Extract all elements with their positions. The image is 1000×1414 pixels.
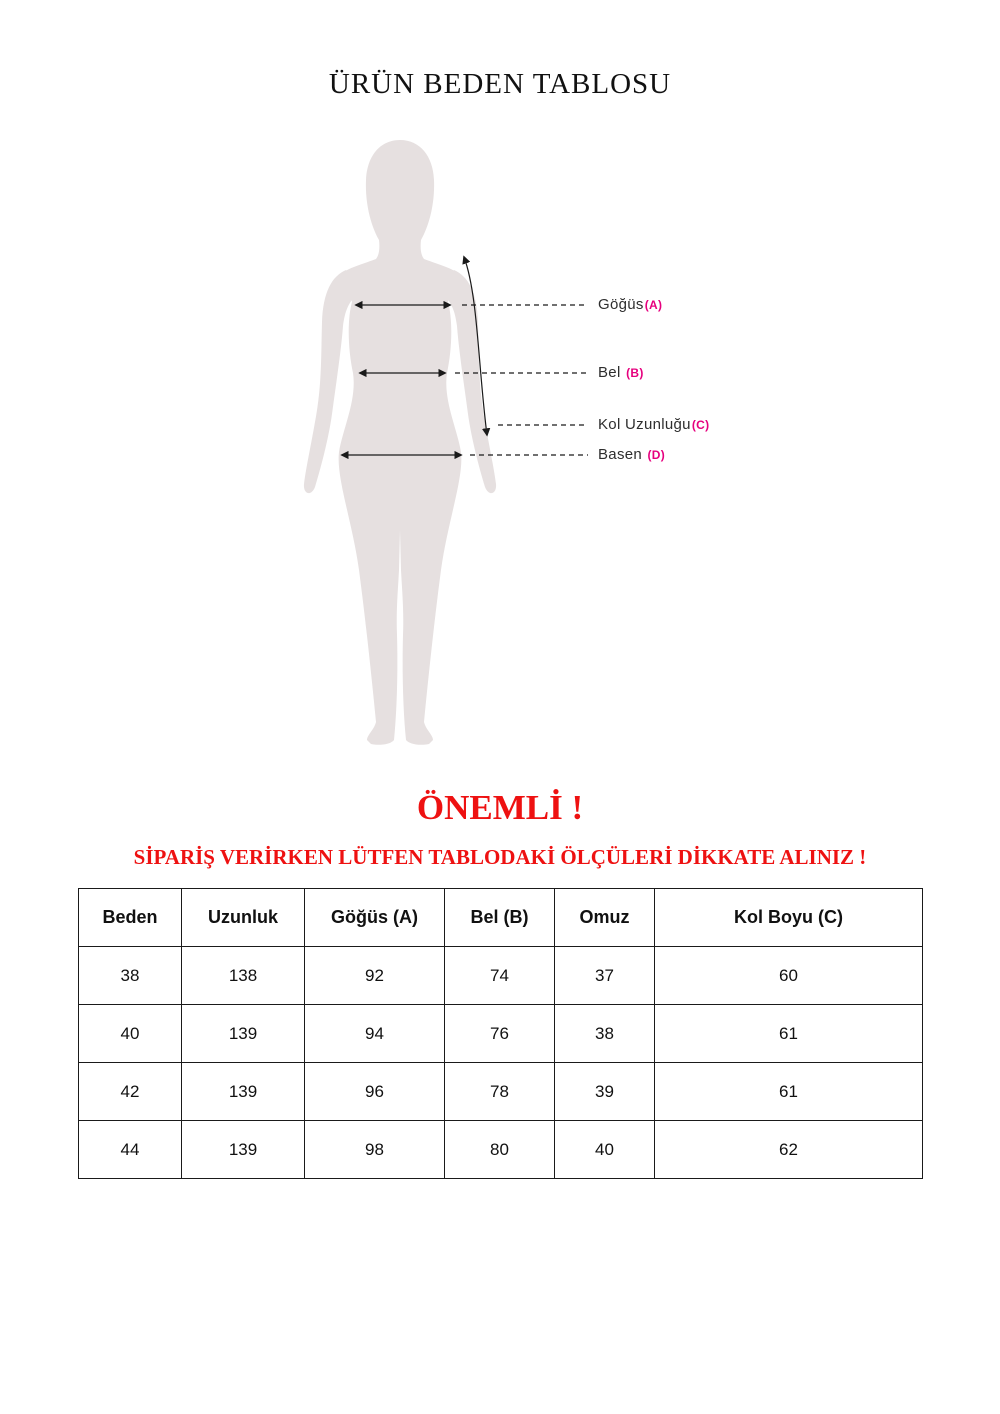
header-bel: Bel (B)	[445, 889, 555, 947]
table-row	[79, 1063, 923, 1121]
table-cell: 80	[445, 1121, 555, 1179]
table-cell: 78	[445, 1063, 555, 1121]
table-cell: 96	[305, 1063, 445, 1121]
table-cell: 138	[182, 947, 305, 1005]
waist-label	[598, 364, 644, 381]
chest-label	[598, 296, 662, 313]
hip-label-text: Basen	[598, 446, 643, 463]
body-silhouette-icon	[338, 140, 462, 745]
table-row	[79, 947, 923, 1005]
table-cell: 94	[305, 1005, 445, 1063]
header-beden: Beden	[79, 889, 182, 947]
table-row	[79, 1005, 923, 1063]
table-cell: 38	[79, 947, 182, 1005]
chest-label-code: (A)	[644, 298, 663, 312]
table-cell: 139	[182, 1005, 305, 1063]
header-uzunluk: Uzunluk	[182, 889, 305, 947]
important-subheading: SİPARİŞ VERİRKEN LÜTFEN TABLODAKİ ÖLÇÜLERİ DİKKATE ALINIZ !	[133, 845, 867, 869]
table-row	[79, 1121, 923, 1179]
header-omuz: Omuz	[555, 889, 655, 947]
chest-label-text: Göğüs	[598, 296, 644, 313]
table-cell: 61	[655, 1063, 923, 1121]
table-cell: 139	[182, 1121, 305, 1179]
waist-label-code: (B)	[626, 366, 644, 380]
important-heading: ÖNEMLİ !	[416, 788, 584, 827]
table-cell: 40	[79, 1005, 182, 1063]
table-cell: 62	[655, 1121, 923, 1179]
arm-length-label-text: Kol Uzunluğu	[598, 416, 691, 433]
table-cell: 76	[445, 1005, 555, 1063]
size-table-header-row	[79, 889, 923, 947]
table-cell: 60	[655, 947, 923, 1005]
table-cell: 39	[555, 1063, 655, 1121]
arm-length-label	[598, 416, 709, 433]
waist-label-text: Bel	[598, 364, 621, 381]
table-cell: 139	[182, 1063, 305, 1121]
header-gogus: Göğüs (A)	[305, 889, 445, 947]
table-cell: 61	[655, 1005, 923, 1063]
table-cell: 74	[445, 947, 555, 1005]
table-cell: 44	[79, 1121, 182, 1179]
arm-length-label-code: (C)	[691, 418, 710, 432]
table-cell: 92	[305, 947, 445, 1005]
size-table	[78, 888, 923, 1179]
silhouette-svg	[0, 130, 1000, 760]
hip-label	[598, 446, 665, 463]
table-cell: 37	[555, 947, 655, 1005]
hip-label-code: (D)	[647, 448, 666, 462]
header-kol-boyu: Kol Boyu (C)	[655, 889, 923, 947]
measurement-diagram	[0, 130, 1000, 760]
page-title: ÜRÜN BEDEN TABLOSU	[328, 68, 672, 100]
table-cell: 98	[305, 1121, 445, 1179]
table-cell: 38	[555, 1005, 655, 1063]
table-cell: 40	[555, 1121, 655, 1179]
table-cell: 42	[79, 1063, 182, 1121]
